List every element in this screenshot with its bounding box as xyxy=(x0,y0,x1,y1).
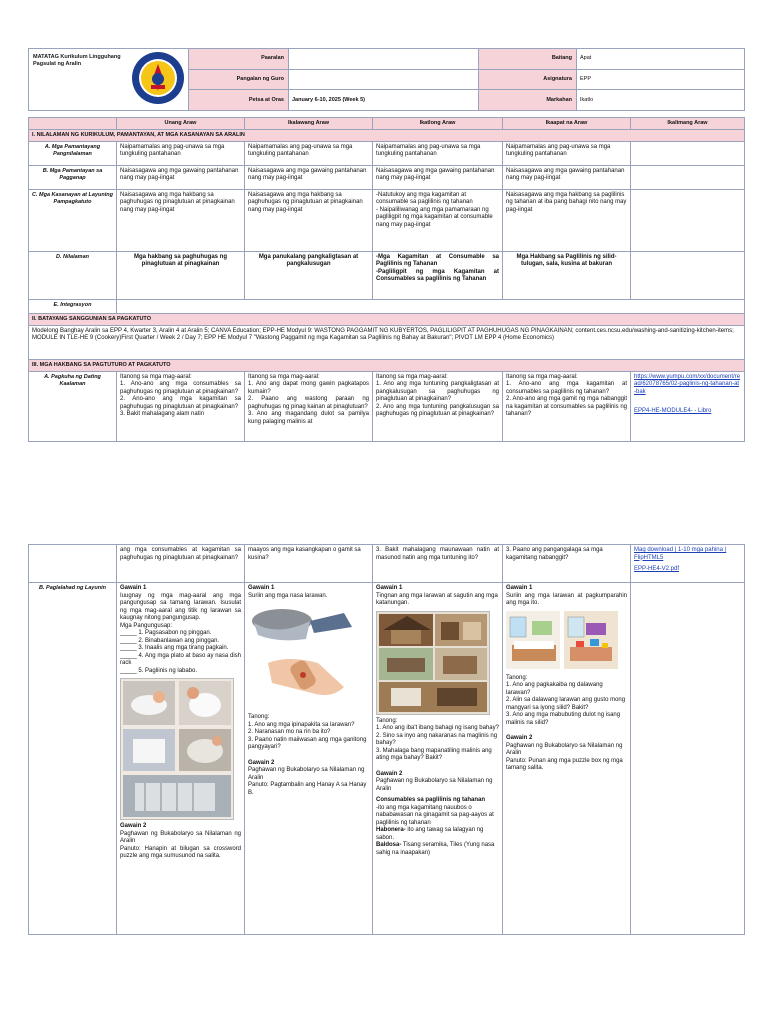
table-cell: Mga hakbang sa paghuhugas ng pinaglutuan at pinagkainan xyxy=(117,251,245,299)
table-cell: Mga Hakbang sa Paglilinis ng silid-tulugan, sala, kusina at bakuran xyxy=(503,251,631,299)
table-cell: -Natutukoy ang mga kagamitan at consumable sa paglilinis ng tahanan - Naipaliliwanag ang mga pamamaraan ng pagliligpit ng mga kagamitan at consumable nang may pag-iingat xyxy=(373,189,503,251)
table-cell: Naipamamalas ang pag-unawa sa mga tungkuling pantahanan xyxy=(373,141,503,165)
page-break xyxy=(0,500,768,542)
table-cell: Naisasagawa ang mga hakbang sa paghuhugas ng pinaglutuan at pinagkainan nang may pag-iingat xyxy=(245,189,373,251)
activity-title: Gawain 2 xyxy=(506,735,533,741)
table-cell xyxy=(631,583,745,935)
table-cell xyxy=(631,545,745,583)
clean-vs-messy-room-images xyxy=(506,611,618,669)
table-cell: maayos ang mga kasangkapan o gamit sa kusina? xyxy=(245,545,373,583)
row-label: A. Mga Pamantayang Pangnilalaman xyxy=(29,141,117,165)
dishwashing-steps-image xyxy=(120,678,234,820)
table-cell: Naipamamalas ang pag-unawa sa mga tungkuling pantahanan xyxy=(503,141,631,165)
table-cell xyxy=(29,545,117,583)
references-text: Modelong Banghay Aralin sa EPP 4, Kwarter 3, Aralin 4 at Aralin 5; CANVA Education; EPP-HE Modyul 9: WASTONG PAGGAMIT NG KUBYERTOS, PAGLILIGPIT AT PAGHUHUGAS NG PINAGKAINAN; content.ces.ncsu.edu/washing-and-sanitizing-kitchen-items; MODULE IN TLE-HE 9 (Cookery)First Quarter / Week 2 / Day 7; EPP HE Modyul 7 "Wastong Paggamit ng mga Kagamitan sa Paglilinis ng Bahay at Bakuran"; PIVOT LM EPP 4 (Home Economics) xyxy=(29,325,745,359)
table-cell: 3. Bakit mahalagang maunawaan natin at masunod natin ang mga tuntuning ito? xyxy=(373,545,503,583)
day-header: Unang Araw xyxy=(117,117,245,129)
table-cell: Naisasagawa ang mga gawaing pantahanan nang may pag-iingat xyxy=(373,165,503,189)
activity-text: Paghawan ng Bukabolaryo sa Nilalaman ng Aralin Panuto: Punan ang mga puzzle box ng mga tamang salita. xyxy=(506,742,623,771)
activity-title: Gawain 2 xyxy=(376,770,403,777)
subject-value: EPP xyxy=(577,69,745,90)
reference-link[interactable]: EPP-HE4-V2.pdf xyxy=(634,566,680,572)
lesson-plan-page-2 xyxy=(0,544,768,935)
table-cell: Naisasagawa ang mga hakbang sa paghuhugas ng pinaglutuan at pinagkainan nang may pag-iingat xyxy=(117,189,245,251)
activity-title: Gawain 2 xyxy=(120,823,147,829)
day-header: Ikaapat na Araw xyxy=(503,117,631,129)
teacher-label: Pangalan ng Guro xyxy=(189,69,289,90)
table-cell: Itanong sa mga mag-aaral: 1. Ano-ano ang mga kagamitan at consumables sa paglilinis ng tahanan? 2. Ano-ano ang mga gamit ng mga nabanggit na kagamitan at consumables sa paglilinis ng tahanan? xyxy=(503,371,631,441)
lesson-table-2 xyxy=(28,544,745,935)
table-cell: Naisasagawa ang mga hakbang sa paglilinis ng tahanan at iba pang bahagi nito nang may pag-iingat xyxy=(503,189,631,251)
table-cell: Naipamamalas ang pag-unawa sa mga tungkuling pantahanan xyxy=(245,141,373,165)
house-parts-images xyxy=(376,611,490,715)
table-cell xyxy=(117,583,245,935)
table-cell xyxy=(631,371,745,441)
day-header: Ikalawang Araw xyxy=(245,117,373,129)
activity-text: Paghawan ng Bukabolaryo sa Nilalaman ng Aralin xyxy=(376,778,493,792)
activity-title: Gawain 1 xyxy=(506,585,533,591)
table-cell: Naipamamalas ang pag-unawa sa mga tungkuling pantahanan xyxy=(117,141,245,165)
deped-seal-icon xyxy=(131,51,185,105)
corner-cell xyxy=(29,117,117,129)
table-cell: Naisasagawa ang mga gawaing pantahanan nang may pag-iingat xyxy=(245,165,373,189)
activity-text: Suriin ang mga larawan at pagkumparahin ang mga ito. xyxy=(506,592,627,606)
table-cell: Mga panukalang pangkaligtasan at pangkalusugan xyxy=(245,251,373,299)
vocab-term: Consumables sa paglilinis ng tahanan xyxy=(376,797,486,803)
table-cell xyxy=(373,583,503,935)
vocab-item xyxy=(376,842,499,857)
injury-images xyxy=(248,603,360,711)
header-table xyxy=(28,48,745,111)
table-cell: 3. Paano ang pangangalaga sa mga kagamitang nabanggit? xyxy=(503,545,631,583)
row-label: D. Nilalaman xyxy=(29,251,117,299)
table-cell: Itanong sa mga mag-aaral: 1. Ano-ano ang mga consumables sa paghuhugas ng pinaglutuan at pinagkainan? 2. Ano-ano ang mga kagamitan sa paghuhugas ng pinaglutuan at pinagkainan? 3. Bakit mahalagang alam natin xyxy=(117,371,245,441)
row-label: B. Paglalahad ng Layunin xyxy=(29,583,117,935)
vocab-definition: Tisang seramika, Tiles (Yung nasa sahig na inaapakan) xyxy=(376,842,495,856)
school-value xyxy=(289,49,479,70)
lesson-table-1 xyxy=(28,117,745,442)
table-cell: Itanong sa mga mag-aaral: 1. Ano ang mga tuntuning pangkaligtasan at pangkalusugan sa paghuhugas ng pinaglutuan at pinagkainan? 2. Ano ang mga tuntuning pangkalusugan sa paghuhugas ng pinaglutuan at pinagkainan? xyxy=(373,371,503,441)
lesson-plan-page-1 xyxy=(0,48,768,442)
questions-text: Tanong: 1. Ano ang pagkakaiba ng dalawang larawan? 2. Alin sa dalawang larawan ang gusto mong mangyari sa iyong silid? Bakit? 3. Ano ang mga mabubuting dulot ng isang malinis na silid? xyxy=(506,674,626,726)
table-cell: Itanong sa mga mag-aaral: 1. Ano ang dapat mong gawin pagkatapos kumain? 2. Paano ang wastong paraan ng paghuhugas ng pinag kainan at pinaglutuan? 3. Ano ang magandang dulot sa pamilya kung palaging malinis at xyxy=(245,371,373,441)
activity-title: Gawain 1 xyxy=(376,585,403,591)
activity-text: Paghawan ng Bukabolaryo sa Nilalaman ng Aralin Panuto: Pagtambalin ang Hanay A sa Hanay B. xyxy=(248,767,367,796)
table-cell xyxy=(631,165,745,189)
reference-link[interactable]: https://www.yumpu.com/xx/document/read/62078765/02-paglinis-ng-tahanan-at-bak xyxy=(634,373,741,395)
activity-text: Iuugnay ng mga mag-aaral ang mga pangungusap sa tamang larawan. Isusulat ng mga mag-aaral ang titik ng larawan sa kaugnay nitong pangungusap. Mga Pangungusap: _____ 1. Pagsasabon ng pinggan. _____ 2. Binabanlawan ang pinggan. _____ 3. Inaalis ang mga tirang pagkain. _____ 4. Ang mga plato at baso ay nasa dish rack _____ 5. Pagliinis ng lababo. xyxy=(120,592,241,674)
subject-label: Asignatura xyxy=(479,69,577,90)
table-cell: Naisasagawa ang mga gawaing pantahanan nang may pag-iingat xyxy=(503,165,631,189)
section-3-title: III. MGA HAKBANG SA PAGTUTURO AT PAGKATUTO xyxy=(29,359,745,371)
quarter-value: Ikatlo xyxy=(577,90,745,111)
quarter-label: Markahan xyxy=(479,90,577,111)
table-cell xyxy=(631,141,745,165)
activity-title: Gawain 1 xyxy=(120,585,147,591)
questions-text: Tanong: 1. Ano ang iba't ibang bahagi ng isang bahay? 2. Sino sa inyo ang nakaranas na maglinis ng bahay? 3. Mahalaga bang mapanatiling malinis ang ating mga bahay? Bakit? xyxy=(376,717,499,761)
table-cell: Naisasagawa ang mga gawaing pantahanan nang may pag-iingat xyxy=(117,165,245,189)
row-label: A. Pagkuha ng Dating Kaalaman xyxy=(29,371,117,441)
table-cell xyxy=(631,251,745,299)
day-header: Ikatlong Araw xyxy=(373,117,503,129)
vocab-term: Baldosa- xyxy=(376,842,402,848)
vocab-item xyxy=(376,827,499,842)
table-cell xyxy=(503,583,631,935)
grade-value: Apat xyxy=(577,49,745,70)
lesson-plan-title: MATATAG Kurikulum Lingguhang Pagsulat ng Aralin xyxy=(29,49,129,111)
school-label: Paaralan xyxy=(189,49,289,70)
grade-label: Baitang xyxy=(479,49,577,70)
section-1-title: I. NILALAMAN NG KURIKULUM, PAMANTAYAN, AT MGA KASANAYAN SA ARALIN xyxy=(29,129,745,141)
activity-title: Gawain 1 xyxy=(248,585,275,591)
table-cell xyxy=(245,583,373,935)
table-cell xyxy=(117,299,745,313)
vocab-definition: ito ang tawag sa lalagyan ng sabon. xyxy=(376,827,484,841)
row-label: C. Mga Kasanayan at Layuning Pampagkatuto xyxy=(29,189,117,251)
reference-link[interactable]: EPP4-HE-MODULE4- - Libro xyxy=(634,408,712,415)
date-label: Petsa at Oras xyxy=(189,90,289,111)
activity-text: Suriin ang mga nasa larawan. xyxy=(248,592,328,599)
teacher-value xyxy=(289,69,479,90)
vocab-definition: -ito ang mga kagamitang nauubos o nababawasan na ginagamit sa pag-aayos at paglilinis ng tahanan xyxy=(376,804,494,826)
table-cell xyxy=(631,189,745,251)
reference-link[interactable]: Mag download | 1-10 mga pahina | FlipHTML5 xyxy=(634,547,727,561)
table-cell: -Mga Kagamitan at Consumable sa Paglilinis ng Tahanan -Pagliligpit ng mga Kagamitan at Consumables sa paglilinis ng Tahanan xyxy=(373,251,503,299)
row-label: B. Mga Pamantayan sa Pagganap xyxy=(29,165,117,189)
activity-text: Tingnan ang mga larawan at sagutin ang mga katanungan. xyxy=(376,592,498,606)
activity-text: Paghawan ng Bukabolaryo sa Nilalaman ng Aralin Panuto: Hanapin at bilugan sa crossword puzzle ang mga sumusunod na salita. xyxy=(120,830,241,859)
vocab-term: Habonera- xyxy=(376,827,406,833)
questions-text: Tanong: 1. Ano ang mga ipinapakita sa larawan? 2. Naranasan mo na rin ba ito? 3. Paano natin maiiwasan ang mga ganitong pangyayari? xyxy=(248,714,367,750)
row-label: E. Integrasyon xyxy=(29,299,117,313)
section-2-title: II. BATAYANG SANGGUNIAN SA PAGKATUTO xyxy=(29,313,745,325)
activity-title: Gawain 2 xyxy=(248,759,275,766)
table-cell: ang mga consumables at kagamitan sa paghuhugas ng pinaglutuan at pinagkainan? xyxy=(117,545,245,583)
day-header: Ikalimang Araw xyxy=(631,117,745,129)
deped-seal xyxy=(129,49,189,111)
date-value: January 6-10, 2025 (Week 5) xyxy=(289,90,479,111)
